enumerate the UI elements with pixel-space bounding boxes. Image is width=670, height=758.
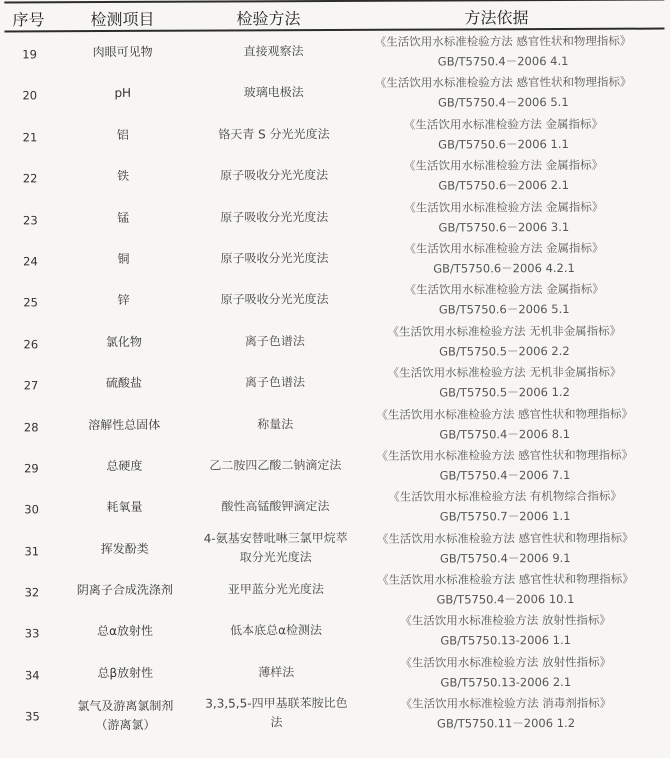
row-number: 27 [23, 378, 39, 393]
test-method: 原子吸收分光光度法 [220, 292, 329, 307]
basis-standard-title: 《生活饮用水标准检验方法 消毒剂指标》 [400, 696, 612, 711]
table-row [0, 362, 670, 406]
row-number: 34 [24, 668, 40, 683]
basis-standard-code: GB/T5750.6－2006 5.1 [438, 302, 570, 317]
basis-standard-title: 《生活饮用水标准检验方法 金属指标》 [403, 116, 603, 132]
test-method: 离子色谱法 [244, 375, 306, 390]
basis-standard-code: GB/T5750.4－2006 5.1 [437, 95, 569, 110]
test-method: 玻璃电极法 [243, 85, 304, 100]
test-item: 硫酸盐 [105, 375, 143, 391]
table-row [0, 279, 670, 323]
test-method: 原子吸收分光光度法 [220, 168, 329, 183]
row-number: 19 [22, 47, 37, 62]
basis-standard-title: 《生活饮用水标准检验方法 金属指标》 [404, 240, 604, 256]
basis-standard-title: 《生活饮用水标准检验方法 无机非金属指标》 [387, 364, 622, 380]
table-row [0, 486, 670, 530]
test-method: 薄样法 [258, 665, 295, 680]
test-item: 总α放射性 [97, 624, 154, 639]
test-method: 原子吸收分光光度法 [220, 209, 329, 225]
test-method: 乙二胺四乙酸二钠滴定法 [209, 457, 342, 473]
header-basis: 方法依据 [464, 8, 529, 28]
test-item: 总β放射性 [97, 665, 154, 680]
basis-standard-code: GB/T5750.6－2006 4.2.1 [433, 260, 575, 276]
basis-standard-title: 《生活饮用水标准检验方法 感官性状和物理指标》 [376, 406, 634, 422]
row-number: 23 [22, 212, 38, 227]
test-item: pH [114, 86, 132, 101]
basis-standard-title: 《生活饮用水标准检验方法 感官性状和物理指标》 [377, 571, 634, 587]
test-method: 3,3,5,5-四甲基联苯胺比色法 [205, 696, 348, 730]
method-basis [353, 610, 658, 651]
basis-standard-code: GB/T5750.5－2006 2.2 [439, 343, 570, 359]
method-basis [352, 320, 657, 361]
table-header [0, 0, 668, 31]
table-row [0, 155, 669, 199]
basis-standard-code: GB/T5750.4－2006 4.1 [437, 53, 569, 69]
table-row [0, 31, 669, 75]
basis-standard-title: 《生活饮用水标准检验方法 感官性状和物理指标》 [376, 530, 634, 546]
method-basis [352, 362, 657, 403]
table-row [0, 403, 670, 447]
method-basis [351, 72, 656, 113]
basis-standard-title: 《生活饮用水标准检验方法 感官性状和物理指标》 [376, 447, 634, 463]
test-item: 氯气及游离氯制剂（游离氯） [77, 698, 174, 733]
row-number: 24 [23, 254, 38, 269]
method-basis [351, 155, 656, 196]
method-basis [352, 486, 657, 527]
table-row [0, 113, 669, 157]
test-item: 总硬度 [106, 458, 143, 473]
row-number: 35 [25, 709, 40, 724]
test-method: 直接观察法 [243, 44, 304, 59]
basis-standard-title: 《生活饮用水标准检验方法 金属指标》 [404, 199, 604, 215]
row-number: 29 [24, 461, 39, 476]
test-method: 称量法 [257, 416, 294, 431]
test-item: 耗氧量 [106, 500, 143, 515]
table-row [0, 72, 669, 116]
row-number: 33 [24, 626, 40, 641]
table-row [1, 610, 670, 654]
row-number: 22 [22, 171, 38, 186]
test-item: 锌 [117, 293, 130, 308]
method-basis [351, 113, 656, 154]
basis-standard-title: 《生活饮用水标准检验方法 有机物综合指标》 [388, 489, 622, 505]
table-row [1, 527, 670, 571]
basis-standard-code: GB/T5750.13-2006 2.1 [440, 674, 572, 690]
test-item: 铝 [116, 127, 129, 142]
row-number: 30 [24, 502, 39, 517]
basis-standard-code: GB/T5750.13-2006 1.1 [440, 633, 571, 649]
test-item: 锰 [117, 210, 130, 225]
basis-standard-code: GB/T5750.7－2006 1.1 [439, 509, 571, 524]
method-basis [352, 403, 657, 444]
method-basis [352, 445, 657, 486]
basis-standard-title: 《生活饮用水标准检验方法 金属指标》 [403, 157, 604, 173]
test-item: 氯化物 [105, 334, 142, 349]
basis-standard-title: 《生活饮用水标准检验方法 金属指标》 [404, 282, 604, 298]
test-method: 原子吸收分光光度法 [220, 250, 329, 266]
basis-standard-title: 《生活饮用水标准检验方法 无机非金属指标》 [387, 323, 622, 339]
basis-standard-code: GB/T5750.6－2006 1.1 [438, 136, 569, 152]
basis-standard-code: GB/T5750.4－2006 10.1 [436, 592, 575, 607]
header-method: 检验方法 [236, 9, 301, 29]
header-no: 序号 [12, 10, 45, 30]
test-item: 肉眼可见物 [92, 44, 153, 60]
method-basis [353, 569, 658, 610]
method-basis [351, 238, 656, 279]
table-row [0, 444, 670, 488]
basis-standard-title: 《生活饮用水标准检验方法 放射性指标》 [400, 654, 612, 670]
row-number: 32 [24, 585, 40, 600]
method-basis [353, 693, 658, 734]
test-item: 铁 [117, 169, 130, 184]
table-row [1, 693, 670, 737]
table-body [0, 31, 670, 738]
table-row [0, 196, 669, 240]
test-method: 铬天青 S 分光光度法 [218, 126, 330, 142]
row-number: 31 [24, 543, 40, 559]
test-item: 溶解性总固体 [88, 417, 161, 432]
basis-standard-code: GB/T5750.11－2006 1.2 [436, 716, 576, 731]
basis-standard-title: 《生活饮用水标准检验方法 放射性指标》 [400, 613, 611, 629]
basis-standard-code: GB/T5750.4－2006 7.1 [439, 467, 571, 483]
basis-standard-code: GB/T5750.4－2006 8.1 [439, 426, 571, 442]
test-method: 亚甲蓝分光光度法 [227, 582, 324, 597]
method-basis [350, 31, 655, 72]
test-item: 挥发酚类 [100, 541, 149, 556]
row-number: 26 [23, 337, 39, 352]
basis-standard-code: GB/T5750.6－2006 3.1 [438, 219, 570, 235]
table-row [1, 651, 670, 695]
method-basis [353, 651, 658, 692]
test-method: 酸性高锰酸钾滴定法 [221, 499, 330, 514]
method-basis [352, 279, 657, 320]
basis-standard-title: 《生活饮用水标准检验方法 感官性状和物理指标》 [374, 75, 632, 91]
table-row [0, 237, 670, 281]
test-item: 铜 [117, 251, 130, 266]
test-method: 离子色谱法 [244, 333, 305, 349]
method-basis [351, 196, 656, 237]
basis-standard-code: GB/T5750.5－2006 1.2 [439, 385, 570, 400]
row-number: 28 [23, 419, 39, 434]
row-number: 25 [23, 295, 39, 310]
basis-standard-code: GB/T5750.4－2006 9.1 [439, 550, 571, 566]
basis-standard-code: GB/T5750.6－2006 2.1 [438, 178, 570, 193]
test-method: 低本底总α检测法 [230, 623, 323, 638]
table-row [0, 320, 670, 364]
basis-standard-title: 《生活饮用水标准检验方法 感官性状和物理指标》 [374, 33, 632, 49]
method-basis [353, 527, 658, 568]
header-item: 检测项目 [90, 9, 155, 30]
test-item: 阴离子合成洗涤剂 [76, 582, 173, 598]
row-number: 21 [22, 130, 38, 145]
row-number: 20 [22, 88, 38, 103]
test-method: 4-氨基安替吡啉三氯甲烷萃取分光光度法 [203, 530, 348, 565]
table-row [1, 569, 670, 613]
